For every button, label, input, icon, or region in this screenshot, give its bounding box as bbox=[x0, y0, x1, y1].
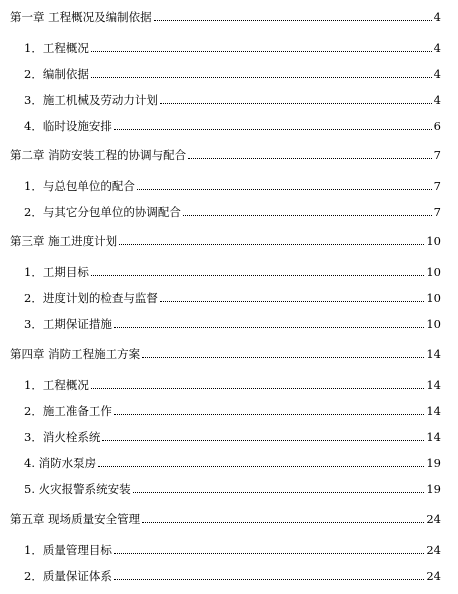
toc-leader-dots bbox=[137, 189, 432, 190]
toc-entry-label: 4．临时设施安排 bbox=[24, 119, 112, 133]
toc-page-number: 14 bbox=[426, 378, 441, 392]
toc-section-1-4[interactable] bbox=[24, 118, 441, 134]
toc-entry-label: 1．工程概况 bbox=[24, 41, 89, 55]
toc-page-number: 24 bbox=[426, 569, 441, 583]
toc-chapter-1[interactable] bbox=[10, 9, 441, 25]
toc-leader-dots bbox=[188, 158, 432, 159]
toc-section-4-1[interactable] bbox=[24, 377, 441, 393]
toc-entry-label: 1．质量管理目标 bbox=[24, 543, 112, 557]
toc-section-2-1[interactable] bbox=[24, 178, 441, 194]
toc-entry-label: 2．质量保证体系 bbox=[24, 569, 112, 583]
toc-page-number: 14 bbox=[426, 347, 441, 361]
toc-leader-dots bbox=[98, 466, 424, 467]
toc-page-number: 14 bbox=[426, 430, 441, 444]
toc-leader-dots bbox=[160, 301, 425, 302]
toc-entry-label: 第五章 现场质量安全管理 bbox=[10, 512, 141, 526]
toc-leader-dots bbox=[114, 129, 432, 130]
toc-page-number: 10 bbox=[426, 291, 441, 305]
toc-section-5-2[interactable] bbox=[24, 568, 441, 584]
toc-leader-dots bbox=[102, 440, 424, 441]
toc-leader-dots bbox=[154, 20, 432, 21]
toc-page-number: 10 bbox=[426, 317, 441, 331]
toc-entry-label: 第一章 工程概况及编制依据 bbox=[10, 10, 152, 24]
toc-page-number: 14 bbox=[426, 404, 441, 418]
toc-entry-label: 第二章 消防安装工程的协调与配合 bbox=[10, 148, 187, 162]
toc-leader-dots bbox=[133, 492, 425, 493]
toc-section-4-2[interactable] bbox=[24, 403, 441, 419]
toc-entry-label: 3．工期保证措施 bbox=[24, 317, 112, 331]
toc-entry-label: 4. 消防水泵房 bbox=[24, 456, 97, 470]
toc-entry-label: 2．与其它分包单位的协调配合 bbox=[24, 205, 181, 219]
toc-page-number: 7 bbox=[433, 205, 441, 219]
toc-section-1-2[interactable] bbox=[24, 66, 441, 82]
toc-section-2-2[interactable] bbox=[24, 204, 441, 220]
toc-page-number: 6 bbox=[433, 119, 441, 133]
toc-entry-label: 1．与总包单位的配合 bbox=[24, 179, 135, 193]
toc-entry-label: 第三章 施工进度计划 bbox=[10, 234, 118, 248]
toc-section-1-1[interactable] bbox=[24, 40, 441, 56]
toc-entry-label: 2．施工准备工作 bbox=[24, 404, 112, 418]
toc-entry-label: 2．编制依据 bbox=[24, 67, 89, 81]
toc-section-4-4[interactable] bbox=[24, 455, 441, 471]
toc-entry-label: 第四章 消防工程施工方案 bbox=[10, 347, 141, 361]
toc-page-number: 7 bbox=[433, 148, 441, 162]
toc-leader-dots bbox=[91, 275, 425, 276]
toc-entry-label: 5. 火灾报警系统安装 bbox=[24, 482, 131, 496]
toc-section-3-2[interactable] bbox=[24, 290, 441, 306]
toc-section-4-3[interactable] bbox=[24, 429, 441, 445]
toc-entry-label: 2．进度计划的检查与监督 bbox=[24, 291, 158, 305]
toc-chapter-4[interactable] bbox=[10, 346, 441, 362]
toc-page-number: 4 bbox=[433, 67, 441, 81]
toc-section-3-3[interactable] bbox=[24, 316, 441, 332]
toc-section-4-5[interactable] bbox=[24, 481, 441, 497]
toc-page-number: 24 bbox=[426, 512, 441, 526]
toc-entry-label: 1．工期目标 bbox=[24, 265, 89, 279]
toc-section-5-1[interactable] bbox=[24, 542, 441, 558]
toc-leader-dots bbox=[142, 357, 424, 358]
toc-page-number: 4 bbox=[433, 10, 441, 24]
toc-leader-dots bbox=[142, 522, 424, 523]
toc-page-number: 4 bbox=[433, 41, 441, 55]
toc-chapter-2[interactable] bbox=[10, 147, 441, 163]
toc-chapter-5[interactable] bbox=[10, 511, 441, 527]
toc-entry-label: 3．施工机械及劳动力计划 bbox=[24, 93, 158, 107]
toc-chapter-3[interactable] bbox=[10, 233, 441, 249]
toc-page-number: 10 bbox=[426, 234, 441, 248]
toc-page-number: 7 bbox=[433, 179, 441, 193]
toc-entry-label: 3．消火栓系统 bbox=[24, 430, 101, 444]
toc-leader-dots bbox=[119, 244, 424, 245]
toc-page-number: 19 bbox=[426, 456, 441, 470]
toc-entry-label: 1．工程概况 bbox=[24, 378, 89, 392]
toc-leader-dots bbox=[91, 388, 425, 389]
toc-page-number: 4 bbox=[433, 93, 441, 107]
toc-leader-dots bbox=[114, 579, 425, 580]
toc-page-number: 10 bbox=[426, 265, 441, 279]
toc-leader-dots bbox=[183, 215, 432, 216]
toc-section-1-3[interactable] bbox=[24, 92, 441, 108]
toc-leader-dots bbox=[91, 77, 432, 78]
toc-leader-dots bbox=[114, 327, 425, 328]
toc-leader-dots bbox=[91, 51, 432, 52]
toc-leader-dots bbox=[114, 553, 425, 554]
toc-leader-dots bbox=[160, 103, 432, 104]
toc-leader-dots bbox=[114, 414, 425, 415]
toc-section-3-1[interactable] bbox=[24, 264, 441, 280]
toc-page-number: 24 bbox=[426, 543, 441, 557]
toc-page-number: 19 bbox=[426, 482, 441, 496]
